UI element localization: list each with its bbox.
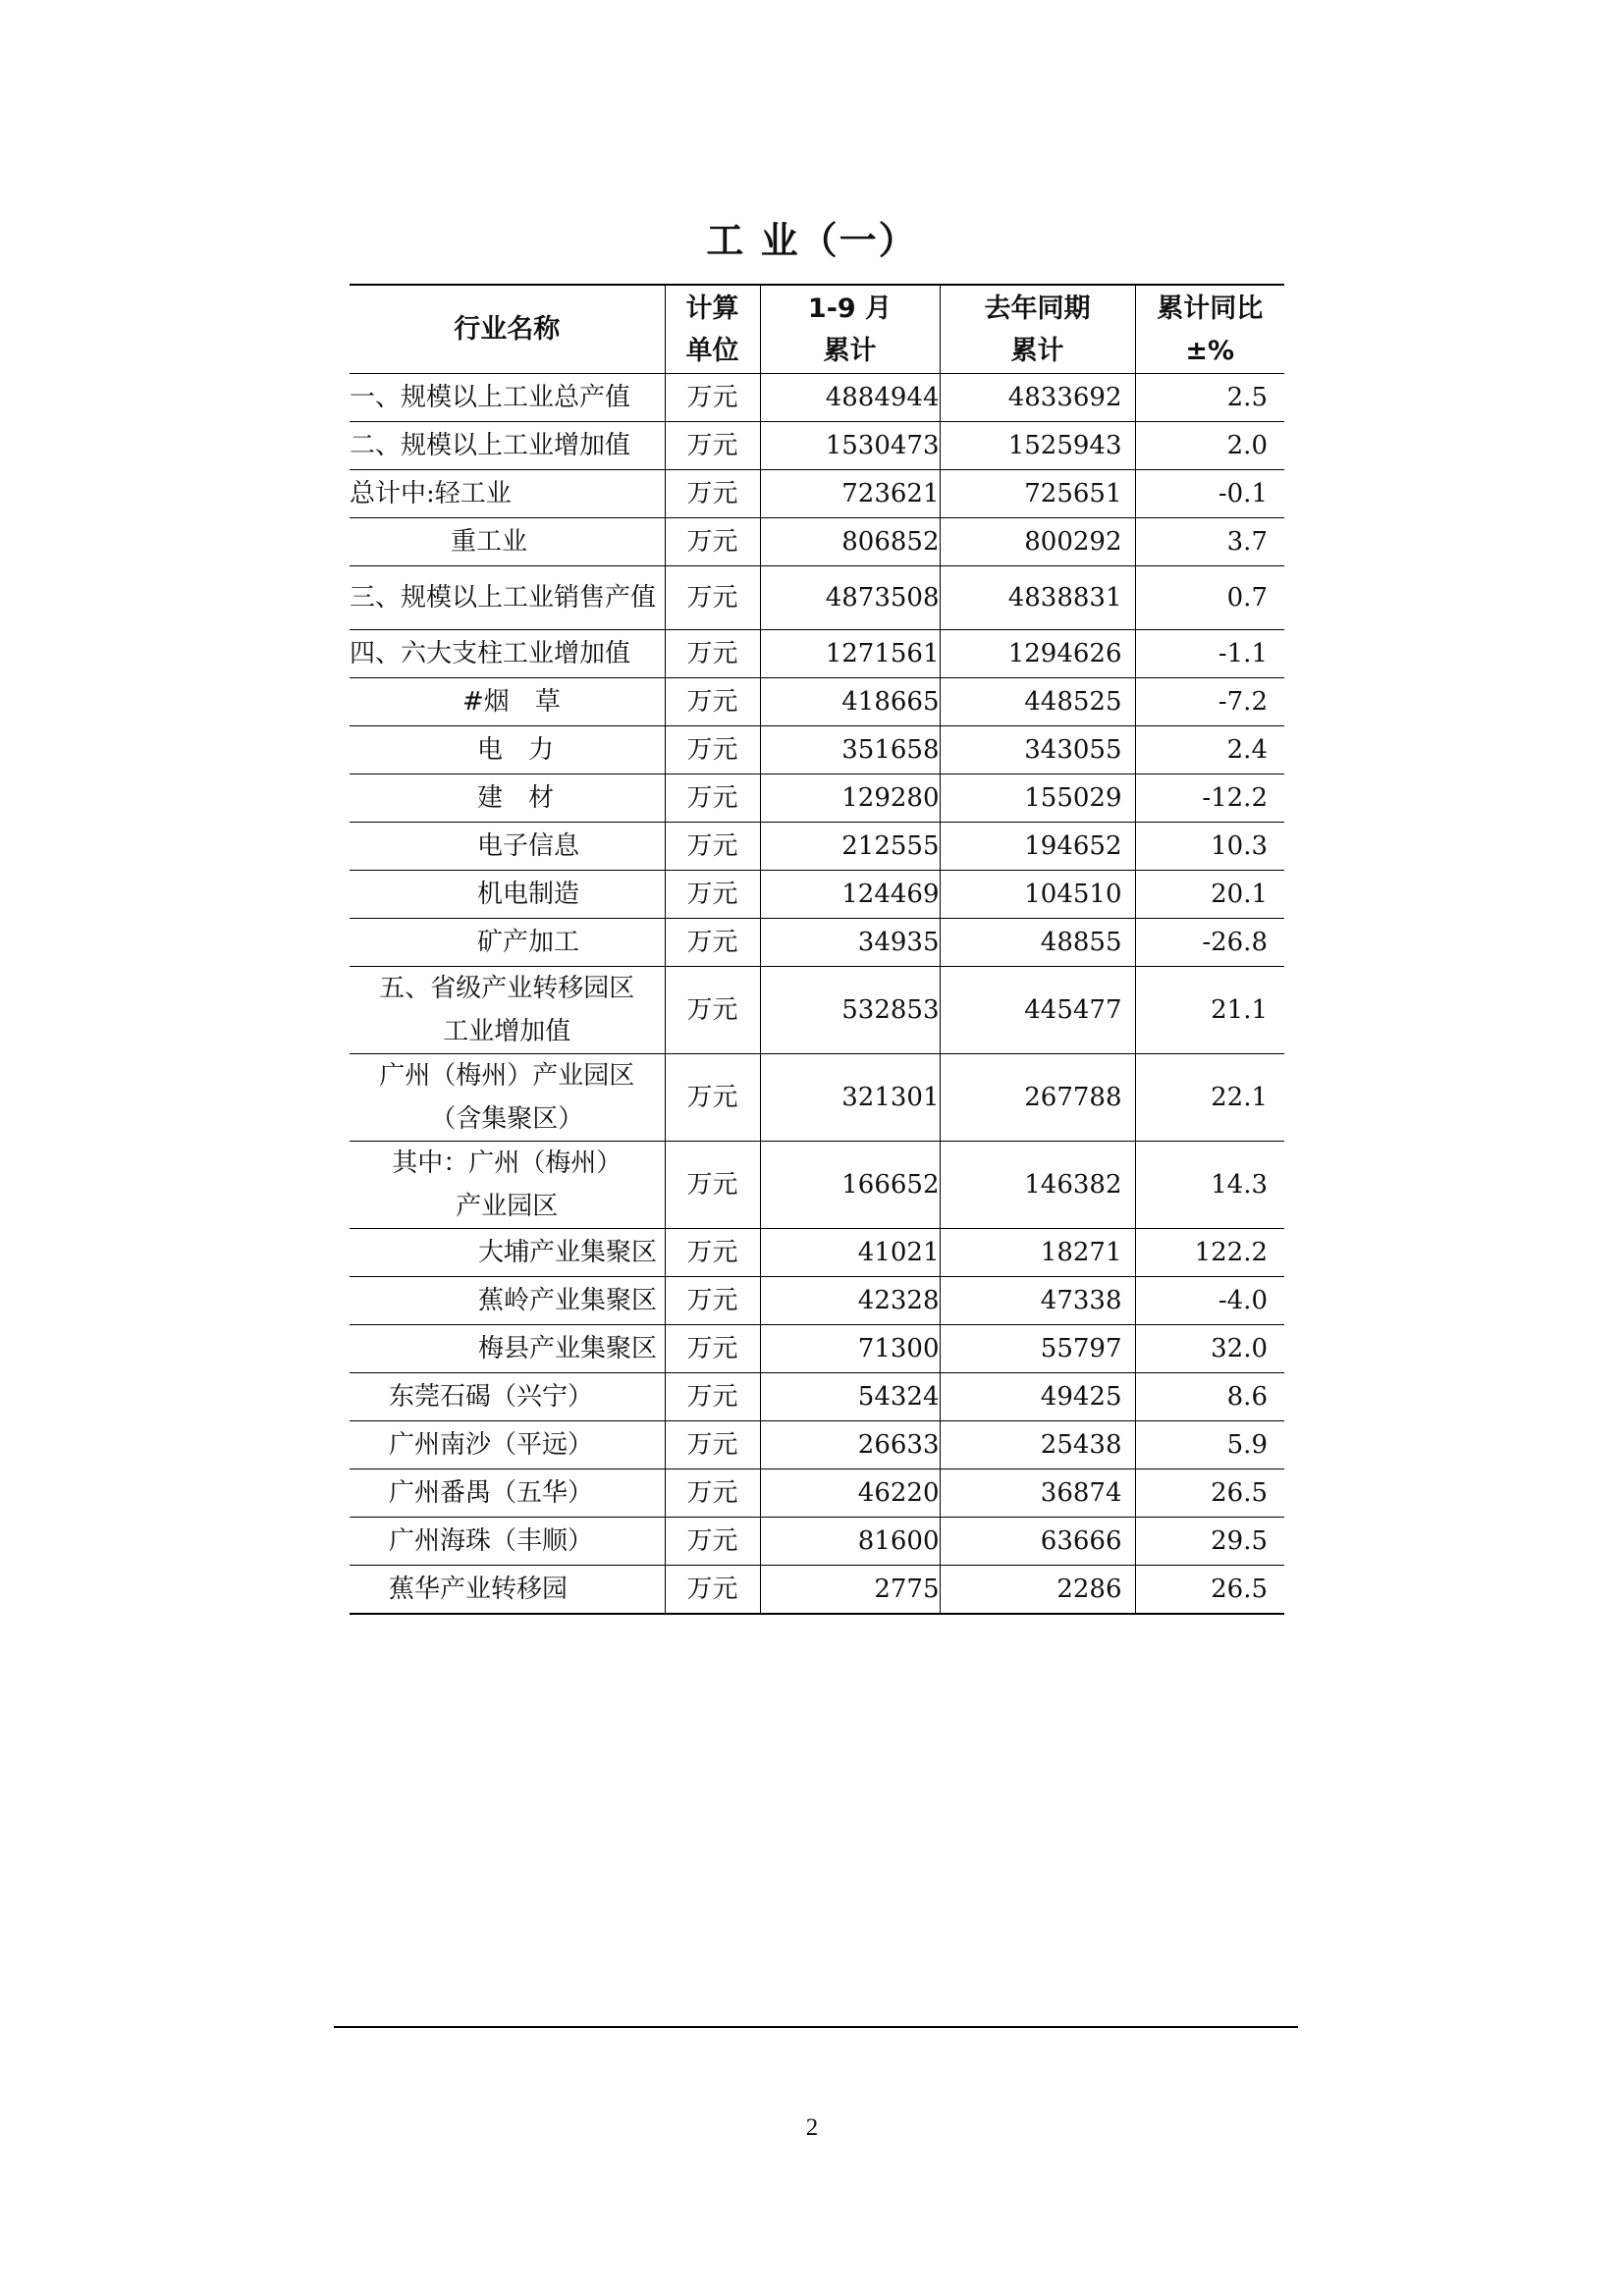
row-name: 广州番禺（五华）: [350, 1469, 665, 1518]
footer-rule: [334, 2026, 1298, 2028]
row-cumulative: 806852: [760, 518, 940, 566]
row-yoy: 26.5: [1135, 1469, 1284, 1518]
row-yoy: 20.1: [1135, 871, 1284, 919]
row-unit: 万元: [665, 871, 760, 919]
row-unit: 万元: [665, 919, 760, 967]
row-name: 五、省级产业转移园区 工业增加值: [350, 967, 665, 1054]
header-yoy: 累计同比 ±%: [1135, 285, 1284, 374]
table-row: [350, 1277, 1284, 1325]
row-yoy: -7.2: [1135, 678, 1284, 726]
row-yoy: -26.8: [1135, 919, 1284, 967]
row-yoy: 21.1: [1135, 967, 1284, 1054]
table-row: [350, 1373, 1284, 1421]
table-row: [350, 1325, 1284, 1373]
row-last-year: 36874: [940, 1469, 1135, 1518]
row-cumulative: 26633: [760, 1421, 940, 1469]
row-cumulative: 81600: [760, 1518, 940, 1566]
row-unit: 万元: [665, 1325, 760, 1373]
table-row: [350, 823, 1284, 871]
row-name: 二、规模以上工业增加值: [350, 422, 665, 470]
row-cumulative: 34935: [760, 919, 940, 967]
row-last-year: 25438: [940, 1421, 1135, 1469]
row-cumulative: 42328: [760, 1277, 940, 1325]
table-row: [350, 630, 1284, 678]
row-cumulative: 351658: [760, 726, 940, 774]
row-name: 其中：广州（梅州） 产业园区: [350, 1142, 665, 1229]
row-name: 电 力: [350, 726, 665, 774]
table-header-row: [350, 285, 1284, 374]
row-unit: 万元: [665, 1373, 760, 1421]
table-row: [350, 1142, 1284, 1229]
row-yoy: 5.9: [1135, 1421, 1284, 1469]
row-last-year: 1525943: [940, 422, 1135, 470]
table-row: [350, 1469, 1284, 1518]
row-yoy: -12.2: [1135, 774, 1284, 823]
row-unit: 万元: [665, 1229, 760, 1277]
row-cumulative: 321301: [760, 1054, 940, 1142]
page-number: 2: [805, 2114, 819, 2141]
row-yoy: 29.5: [1135, 1518, 1284, 1566]
row-name: 广州南沙（平远）: [350, 1421, 665, 1469]
row-unit: 万元: [665, 774, 760, 823]
row-unit: 万元: [665, 1518, 760, 1566]
row-yoy: 22.1: [1135, 1054, 1284, 1142]
table-row: [350, 871, 1284, 919]
table-row: [350, 1054, 1284, 1142]
table-row: [350, 726, 1284, 774]
row-last-year: 343055: [940, 726, 1135, 774]
row-yoy: 32.0: [1135, 1325, 1284, 1373]
row-cumulative: 129280: [760, 774, 940, 823]
row-last-year: 146382: [940, 1142, 1135, 1229]
row-yoy: -0.1: [1135, 470, 1284, 518]
header-last-year: 去年同期 累计: [940, 285, 1135, 374]
row-yoy: 2.0: [1135, 422, 1284, 470]
row-last-year: 49425: [940, 1373, 1135, 1421]
row-last-year: 267788: [940, 1054, 1135, 1142]
row-cumulative: 723621: [760, 470, 940, 518]
row-cumulative: 2775: [760, 1566, 940, 1615]
table-row: [350, 1229, 1284, 1277]
row-name: #烟 草: [350, 678, 665, 726]
row-name: 大埔产业集聚区: [350, 1229, 665, 1277]
row-name: 总计中:轻工业: [350, 470, 665, 518]
row-unit: 万元: [665, 630, 760, 678]
row-yoy: 3.7: [1135, 518, 1284, 566]
row-last-year: 4838831: [940, 566, 1135, 630]
row-cumulative: 1530473: [760, 422, 940, 470]
row-unit: 万元: [665, 518, 760, 566]
row-name: 蕉华产业转移园: [350, 1566, 665, 1615]
row-last-year: 47338: [940, 1277, 1135, 1325]
table-row: [350, 1566, 1284, 1615]
row-yoy: 14.3: [1135, 1142, 1284, 1229]
row-unit: 万元: [665, 1054, 760, 1142]
row-last-year: 2286: [940, 1566, 1135, 1615]
table-row: [350, 1518, 1284, 1566]
row-name: 矿产加工: [350, 919, 665, 967]
row-name: 东莞石碣（兴宁）: [350, 1373, 665, 1421]
header-unit: 计算 单位: [665, 285, 760, 374]
table-row: [350, 967, 1284, 1054]
table-row: [350, 919, 1284, 967]
row-name: 电子信息: [350, 823, 665, 871]
row-name: 一、规模以上工业总产值: [350, 374, 665, 422]
table-row: [350, 470, 1284, 518]
row-cumulative: 54324: [760, 1373, 940, 1421]
row-cumulative: 124469: [760, 871, 940, 919]
row-unit: 万元: [665, 422, 760, 470]
row-unit: 万元: [665, 566, 760, 630]
header-industry-name: 行业名称: [350, 285, 665, 374]
row-last-year: 194652: [940, 823, 1135, 871]
row-name: 广州海珠（丰顺）: [350, 1518, 665, 1566]
industry-table: [350, 284, 1284, 1615]
row-last-year: 1294626: [940, 630, 1135, 678]
row-name: 三、规模以上工业销售产值: [350, 566, 665, 630]
row-cumulative: 41021: [760, 1229, 940, 1277]
table-row: [350, 566, 1284, 630]
table-row: [350, 422, 1284, 470]
row-yoy: 8.6: [1135, 1373, 1284, 1421]
row-name: 广州（梅州）产业园区 （含集聚区）: [350, 1054, 665, 1142]
row-yoy: 122.2: [1135, 1229, 1284, 1277]
row-name: 建 材: [350, 774, 665, 823]
row-unit: 万元: [665, 1421, 760, 1469]
row-unit: 万元: [665, 726, 760, 774]
row-cumulative: 46220: [760, 1469, 940, 1518]
row-name: 蕉岭产业集聚区: [350, 1277, 665, 1325]
row-last-year: 4833692: [940, 374, 1135, 422]
row-yoy: -4.0: [1135, 1277, 1284, 1325]
row-yoy: 2.5: [1135, 374, 1284, 422]
row-name: 梅县产业集聚区: [350, 1325, 665, 1373]
row-yoy: 26.5: [1135, 1566, 1284, 1615]
table-row: [350, 774, 1284, 823]
row-yoy: -1.1: [1135, 630, 1284, 678]
table-row: [350, 1421, 1284, 1469]
row-cumulative: 532853: [760, 967, 940, 1054]
row-last-year: 448525: [940, 678, 1135, 726]
table-row: [350, 518, 1284, 566]
header-cumulative: 1-9 月 累计: [760, 285, 940, 374]
row-unit: 万元: [665, 1566, 760, 1615]
row-yoy: 2.4: [1135, 726, 1284, 774]
row-cumulative: 418665: [760, 678, 940, 726]
row-last-year: 725651: [940, 470, 1135, 518]
row-yoy: 0.7: [1135, 566, 1284, 630]
row-unit: 万元: [665, 678, 760, 726]
row-last-year: 445477: [940, 967, 1135, 1054]
row-name: 重工业: [350, 518, 665, 566]
row-unit: 万元: [665, 1142, 760, 1229]
table-row: [350, 678, 1284, 726]
row-last-year: 63666: [940, 1518, 1135, 1566]
row-cumulative: 166652: [760, 1142, 940, 1229]
row-name: 四、六大支柱工业增加值: [350, 630, 665, 678]
row-last-year: 155029: [940, 774, 1135, 823]
row-cumulative: 71300: [760, 1325, 940, 1373]
row-last-year: 48855: [940, 919, 1135, 967]
page-title: 工 业（一）: [706, 219, 918, 262]
row-unit: 万元: [665, 1469, 760, 1518]
row-cumulative: 4884944: [760, 374, 940, 422]
row-unit: 万元: [665, 470, 760, 518]
row-unit: 万元: [665, 1277, 760, 1325]
row-cumulative: 1271561: [760, 630, 940, 678]
row-cumulative: 4873508: [760, 566, 940, 630]
row-last-year: 55797: [940, 1325, 1135, 1373]
row-last-year: 104510: [940, 871, 1135, 919]
row-unit: 万元: [665, 374, 760, 422]
row-yoy: 10.3: [1135, 823, 1284, 871]
row-last-year: 800292: [940, 518, 1135, 566]
row-unit: 万元: [665, 823, 760, 871]
row-last-year: 18271: [940, 1229, 1135, 1277]
row-cumulative: 212555: [760, 823, 940, 871]
row-unit: 万元: [665, 967, 760, 1054]
table-row: [350, 374, 1284, 422]
row-name: 机电制造: [350, 871, 665, 919]
